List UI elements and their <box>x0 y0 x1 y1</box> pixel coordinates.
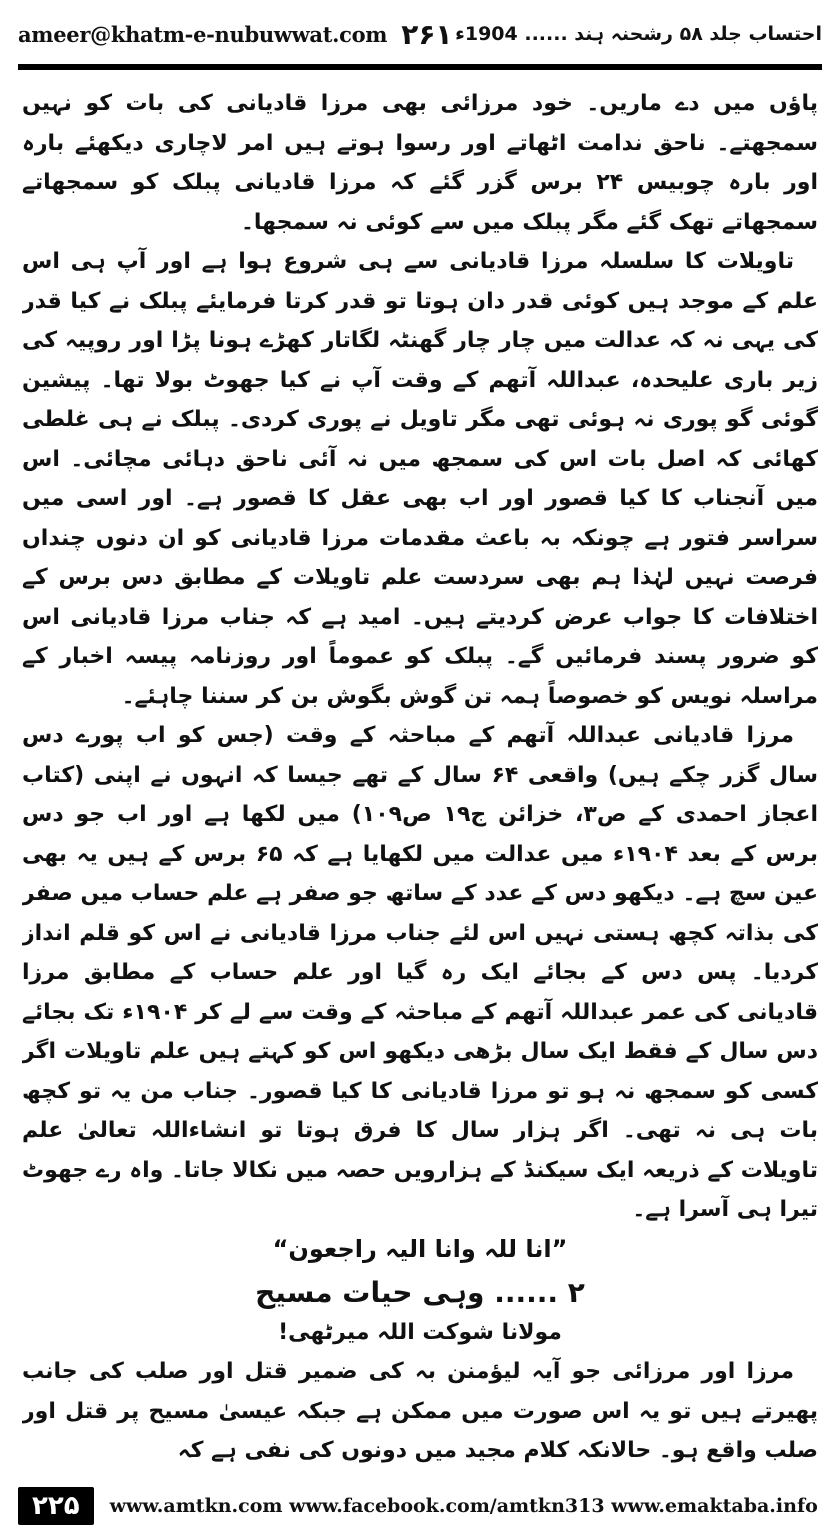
volume-title: احتساب جلد ۵۸ رشحنہ ہند ...... <box>524 23 822 45</box>
book-page-number: ۲۶۱ <box>401 17 453 51</box>
footer-links[interactable]: www.amtkn.com www.facebook.com/amtkn313 www.emaktaba.info <box>109 1495 818 1517</box>
page-header <box>18 8 822 60</box>
author-name: مولانا شوکت اللہ میرٹھی! <box>278 1319 562 1345</box>
quote-line: ”انا للہ وانا الیہ راجعون“ <box>272 1234 568 1263</box>
section-heading: ۲ ...... وہی حیات مسیح <box>255 1276 585 1309</box>
email-address: ameer@khatm-e-nubuwwat.com <box>18 21 388 47</box>
page-body <box>22 84 818 1464</box>
year-label: 1904ء <box>455 23 518 45</box>
header-rule <box>18 64 822 70</box>
paragraph-4: مرزا اور مرزائی جو آیہ لیؤمنن بہ کی ضمیر قتل اور صلب کی جانب پھیرتے ہیں تو یہ اس صورت میں ممکن ہے جبکہ عیسیٰ مسیح پر قتل اور صلب واقع ہو۔ حالانکہ کلام مجید میں دونوں کی نفی ہے کہ <box>22 1359 818 1463</box>
paragraph-1: پاؤں میں دے ماریں۔ خود مرزائی بھی مرزا قادیانی کی بات کو نہیں سمجھتے۔ ناحق ندامت اٹھاتے اور رسوا ہوتے ہیں امر لاچاری دیکھئے بارہ اور بارہ چوبیس ۲۴ برس گزر گئے کہ مرزا قادیانی پبلک کو سمجھاتے سمجھاتے تھک گئے مگر پبلک میں سے کوئی نہ سمجھا۔ <box>22 91 818 235</box>
header-title-block <box>455 23 822 45</box>
page-footer <box>18 1482 822 1530</box>
paragraph-2: تاویلات کا سلسلہ مرزا قادیانی سے ہی شروع ہوا ہے اور آپ ہی اس علم کے موجد ہیں کوئی قدر دان ہوتا تو قدر کرتا فرمایئے پبلک نے کیا قدر کی یہی نہ کہ عدالت میں چار چار گھنٹہ لگاتار کھڑے ہونا پڑا اور روپیہ کی زیر باری علیحدہ، عبداللہ آتھم کے وقت آپ نے کیا جھوٹ بولا تھا۔ پیشین گوئی گو پوری نہ ہوئی تھی مگر تاویل نے پوری کردی۔ پبلک نے ہی غلطی کھائی کہ اصل بات اس کی سمجھ میں نہ آئی ناحق دہائی مچائی۔ اس میں آنجناب کا کیا قصور اور اب بھی عقل کا قصور ہے۔ اور اسی میں سراسر فتور ہے چونکہ بہ باعث مقدمات مرزا قادیانی کو ان دنوں چنداں فرصت نہیں لہٰذا ہم بھی سردست علم تاویلات کے مطابق دس برس کے اختلافات کا جواب عرض کردیتے ہیں۔ امید ہے کہ جناب مرزا قادیانی اس کو ضرور پسند فرمائیں گے۔ پبلک کو عموماً اور روزنامہ پیسہ اخبار کے مراسلہ نویس کو خصوصاً ہمہ تن گوش بگوش بن کر سننا چاہئے۔ <box>22 249 818 709</box>
header-left <box>18 18 453 51</box>
folio-number: ۲۲۵ <box>18 1487 94 1525</box>
paragraph-3: مرزا قادیانی عبداللہ آتھم کے مباحثہ کے وقت (جس کو اب پورے دس سال گزر چکے ہیں) واقعی ۶۴ سال کے تھے جیسا کہ انہوں نے اپنی (کتاب اعجاز احمدی کے ص۳، خزائن ج۱۹ ص۱۰۹) میں لکھا ہے اور اب جو دس برس کے بعد ۱۹۰۴ء میں عدالت میں لکھایا ہے کہ ۶۵ برس کے ہیں یہ بھی عین سچ ہے۔ دیکھو دس کے عدد کے ساتھ جو صفر ہے علم حساب میں صفر کی بذاتہ کچھ ہستی نہیں اس لئے جناب مرزا قادیانی نے اس کو قلم انداز کردیا۔ پس دس کے بجائے ایک رہ گیا اور علم حساب کے مطابق مرزا قادیانی کی عمر عبداللہ آتھم کے مباحثہ کے وقت سے لے کر ۱۹۰۴ء تک بجائے دس سال کے فقط ایک سال بڑھی دیکھو اس کو کہتے ہیں علم تاویلات اگر کسی کو سمجھ نہ ہو تو مرزا قادیانی کا کیا قصور۔ جناب من یہ تو کچھ بات ہی نہ تھی۔ اگر ہزار سال کا فرق ہوتا تو انشاءاللہ تعالیٰ علم تاویلات کے ذریعہ ایک سیکنڈ کے ہزارویں حصہ میں نکالا جاتا۔ واہ رے جھوٹ تیرا ہی آسرا ہے۔ <box>22 723 818 1222</box>
